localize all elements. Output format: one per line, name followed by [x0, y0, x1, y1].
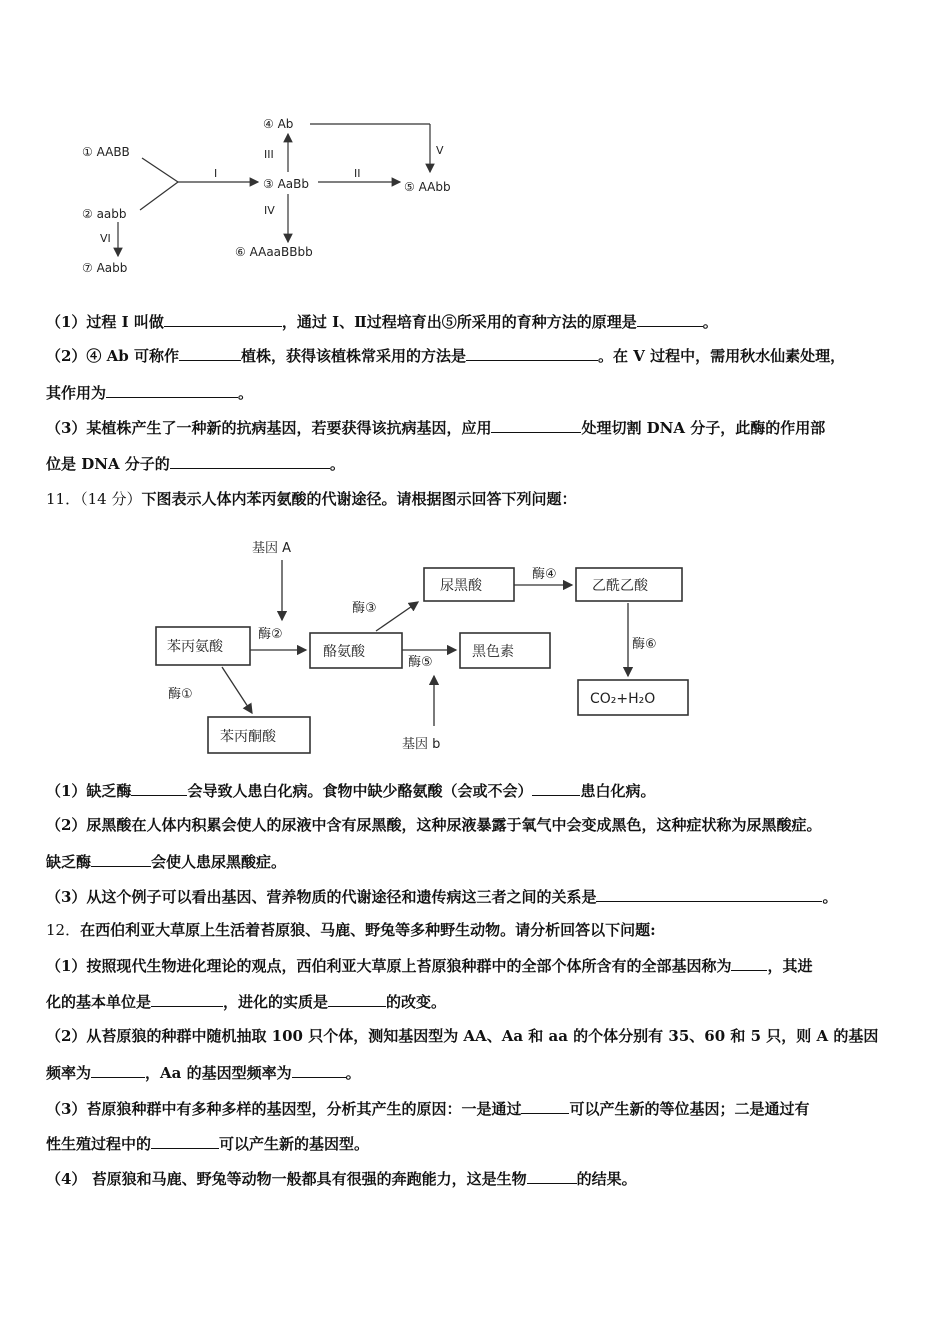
label-enzyme-4: 酶④ — [532, 567, 557, 582]
q10-part-3: （3）某植株产生了一种新的抗病基因，若要获得该抗病基因，应用 处理切割 DNA 分子，此酶的作用部 — [46, 419, 826, 437]
answer-blank[interactable] — [637, 311, 703, 327]
q12-part-2: （2）从苔原狼的种群中随机抽取 100 只个体，测知基因型为 AA、Aa 和 aa 的个体分别有 35、60 和 5 只，则 A 的基因 — [46, 1027, 879, 1045]
node-6: ⑥ AAaaBBbb — [235, 245, 313, 259]
answer-blank[interactable] — [164, 311, 282, 327]
q12-part-3: （3）苔原狼种群中有多种多样的基因型，分析其产生的原因：一是通过 可以产生新的等位基因；二是通过有 — [46, 1100, 810, 1118]
answer-blank[interactable] — [106, 382, 238, 398]
q10-part-2: （2）④ Ab 可称作 植株，获得该植株常采用的方法是 。在 V 过程中，需用秋水仙素处理， — [46, 347, 846, 365]
q12-part-1-cont: 化的基本单位是 ，进化的实质是 的改变。 — [46, 993, 447, 1011]
label-process-1: I — [214, 167, 218, 180]
label-enzyme-1: 酶① — [168, 687, 193, 702]
label-melanin: 黑色素 — [472, 644, 514, 660]
label-homogentisate: 尿黑酸 — [440, 578, 482, 594]
answer-blank[interactable] — [170, 453, 330, 469]
label-gene-a: 基因 A — [252, 541, 292, 556]
label-enzyme-5: 酶⑤ — [408, 655, 433, 670]
answer-blank[interactable] — [466, 345, 598, 361]
q10-part-1: （1）过程 I 叫做 ，通过 I、Ⅱ过程培育出⑤所采用的育种方法的原理是 。 — [46, 313, 718, 331]
breeding-diagram — [70, 108, 490, 280]
answer-blank[interactable] — [521, 1098, 569, 1114]
answer-blank[interactable] — [292, 1062, 346, 1078]
answer-blank[interactable] — [532, 780, 580, 796]
node-7: ⑦ Aabb — [82, 261, 128, 275]
label-tyrosine: 酪氨酸 — [323, 644, 365, 660]
answer-blank[interactable] — [179, 345, 241, 361]
answer-blank[interactable] — [91, 851, 151, 867]
node-2: ② aabb — [82, 207, 127, 221]
arrow-phe-to-ppa — [222, 667, 252, 713]
label-process-6: VI — [100, 232, 111, 245]
metabolism-diagram — [150, 530, 700, 758]
label-process-5: V — [436, 144, 444, 157]
label-enzyme-6: 酶⑥ — [632, 637, 657, 652]
q11-title: 11．（14 分）下图表示人体内苯丙氨酸的代谢途径。请根据图示回答下列问题： — [46, 490, 577, 508]
answer-blank[interactable] — [151, 991, 223, 1007]
label-gene-b: 基因 b — [402, 737, 441, 752]
answer-blank[interactable] — [328, 991, 386, 1007]
q12-part-3-cont: 性生殖过程中的 可以产生新的基因型。 — [46, 1135, 370, 1153]
label-co2-h2o: CO₂+H₂O — [590, 691, 656, 707]
q11-part-3: （3）从这个例子可以看出基因、营养物质的代谢途径和遗传病这三者之间的关系是 。 — [46, 888, 838, 906]
label-process-2: II — [354, 167, 361, 180]
answer-blank[interactable] — [731, 955, 767, 971]
edge-from-node-2 — [140, 182, 178, 210]
label-phenylalanine: 苯丙氨酸 — [167, 639, 223, 655]
node-3: ③ AaBb — [263, 177, 309, 191]
answer-blank[interactable] — [91, 1062, 145, 1078]
q12-part-2-cont: 频率为 ，Aa 的基因型频率为 。 — [46, 1064, 361, 1082]
answer-blank[interactable] — [491, 417, 581, 433]
q11-part-2: （2）尿黑酸在人体内积累会使人的尿液中含有尿黑酸，这种尿液暴露于氧气中会变成黑色，这种症状称为尿黑酸症。 — [46, 816, 822, 834]
q11-part-2-cont: 缺乏酶 会使人患尿黑酸症。 — [46, 853, 287, 871]
answer-blank[interactable] — [596, 886, 822, 902]
q12-title: 12．在西伯利亚大草原上生活着苔原狼、马鹿、野兔等多种野生动物。请分析回答以下问题: — [46, 921, 656, 939]
q10-part-2-cont: 其作用为 。 — [46, 384, 254, 402]
label-enzyme-3: 酶③ — [352, 601, 377, 616]
label-enzyme-2: 酶② — [258, 627, 283, 642]
answer-blank[interactable] — [151, 1133, 219, 1149]
label-process-3: III — [264, 148, 274, 161]
q10-part-3-cont: 位是 DNA 分子的 。 — [46, 455, 345, 473]
label-acetoacetate: 乙酰乙酸 — [592, 578, 648, 594]
answer-blank[interactable] — [131, 780, 187, 796]
label-process-4: IV — [264, 204, 275, 217]
node-4: ④ Ab — [263, 117, 294, 131]
q11-part-1: （1）缺乏酶 会导致人患白化病。食物中缺少酪氨酸（会或不会） 患白化病。 — [46, 782, 656, 800]
node-5: ⑤ AAbb — [404, 180, 451, 194]
q12-part-1: （1）按照现代生物进化理论的观点，西伯利亚大草原上苔原狼种群中的全部个体所含有的全部基因称为 ，其进 — [46, 957, 813, 975]
arrow-tyr-to-hga — [376, 602, 418, 631]
node-1: ① AABB — [82, 145, 130, 159]
answer-blank[interactable] — [527, 1168, 577, 1184]
edge-from-node-1 — [142, 158, 178, 182]
q12-part-4: （4） 苔原狼和马鹿、野兔等动物一般都具有很强的奔跑能力，这是生物 的结果。 — [46, 1170, 637, 1188]
label-phenylpyruvate: 苯丙酮酸 — [220, 729, 276, 745]
